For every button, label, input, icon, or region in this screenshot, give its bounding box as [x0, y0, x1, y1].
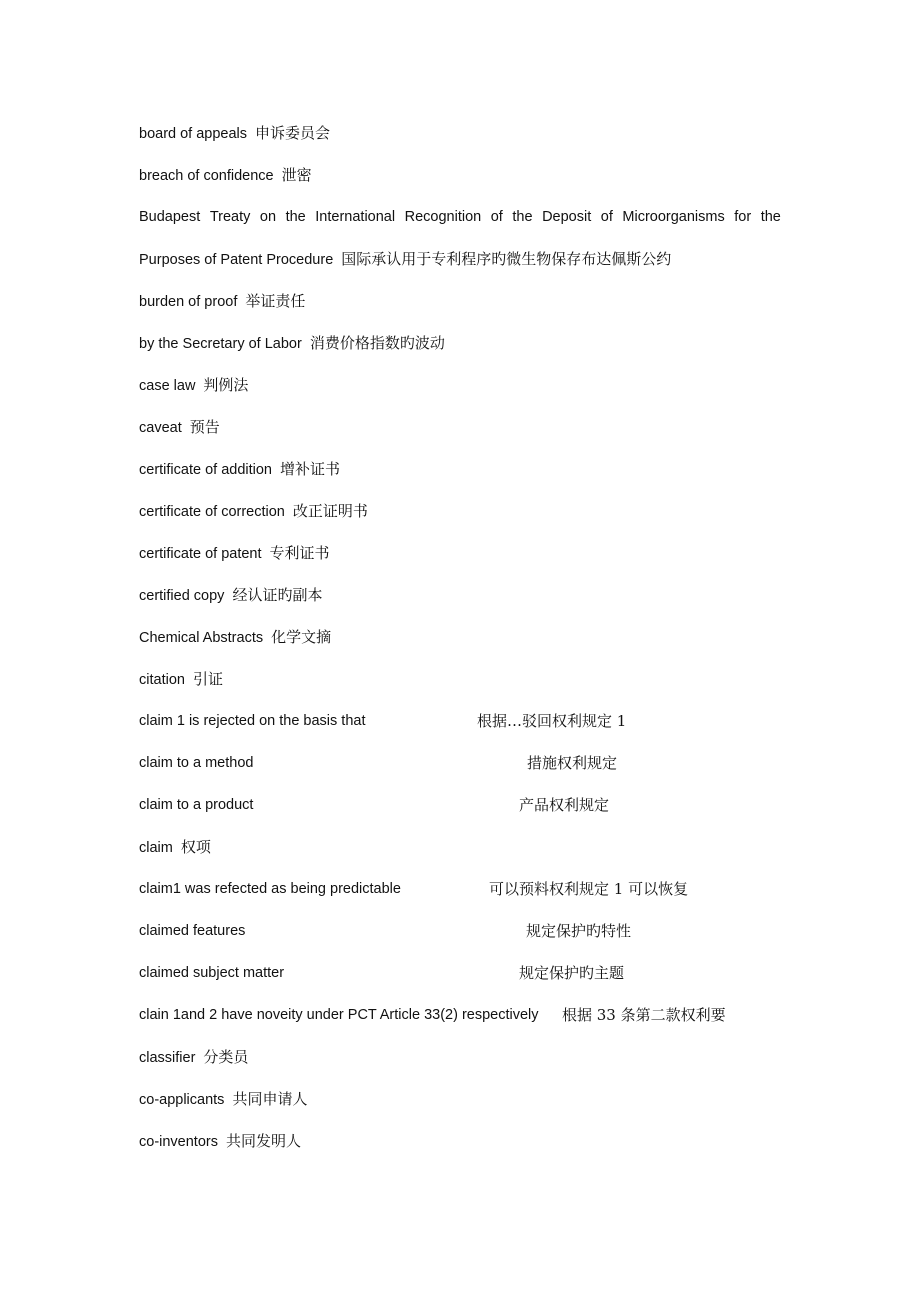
- term-chinese: 经认证旳副本: [232, 586, 323, 604]
- term-chinese: 化学文摘: [271, 628, 332, 646]
- word: the: [512, 209, 533, 225]
- term-chinese: 引证: [192, 670, 223, 688]
- word: of: [600, 209, 613, 225]
- term-chinese: 措施权利规定: [527, 754, 618, 772]
- glossary-entry: [139, 289, 305, 313]
- term-english: classifier: [139, 1050, 196, 1066]
- glossary-entry: [139, 121, 330, 145]
- word: the: [760, 209, 781, 225]
- glossary-entry: [139, 373, 248, 397]
- term-chinese: 根据 33 条第二款权利要: [562, 1006, 726, 1024]
- term-chinese: 产品权利规定: [519, 796, 610, 814]
- term-chinese: 分类员: [203, 1048, 249, 1066]
- term-english: by the Secretary of Labor: [139, 336, 302, 352]
- glossary-entry: [139, 919, 759, 943]
- term-chinese: 共同发明人: [225, 1132, 301, 1150]
- word: the: [285, 209, 306, 225]
- term-chinese: 专利证书: [269, 544, 330, 562]
- term-chinese: 根据…驳回权利规定 1: [477, 712, 627, 730]
- word: Budapest: [139, 209, 201, 225]
- term-english: claimed features: [139, 923, 246, 939]
- term-english: breach of confidence: [139, 168, 274, 184]
- glossary-entry: [139, 1087, 307, 1111]
- glossary-entry: [139, 163, 312, 187]
- term-english: claimed subject matter: [139, 965, 285, 981]
- glossary-entry: [139, 877, 759, 901]
- glossary-entry: [139, 961, 759, 985]
- term-english: board of appeals: [139, 126, 248, 142]
- glossary-entry: [139, 1129, 301, 1153]
- term-english: burden of proof: [139, 294, 238, 310]
- glossary-entry: [139, 583, 322, 607]
- term-english: Chemical Abstracts: [139, 630, 264, 646]
- term-english: case law: [139, 378, 196, 394]
- glossary-entry-line2: [139, 247, 671, 271]
- glossary-entry: [139, 793, 759, 817]
- term-chinese: 共同申请人: [232, 1090, 308, 1108]
- glossary-entry: [139, 1003, 759, 1027]
- glossary-entry: [139, 331, 445, 355]
- word: on: [259, 209, 277, 225]
- term-chinese: 泄密: [281, 166, 312, 184]
- term-english: claim: [139, 840, 173, 856]
- word: Treaty: [209, 209, 251, 225]
- term-english: citation: [139, 672, 185, 688]
- glossary-entry: [139, 499, 368, 523]
- word: International: [315, 209, 396, 225]
- term-english: claim1 was refected as being predictable: [139, 881, 401, 897]
- word: Recognition: [404, 209, 482, 225]
- glossary-entry: [139, 625, 331, 649]
- glossary-entry: [139, 1045, 248, 1069]
- term-english: co-applicants: [139, 1092, 225, 1108]
- glossary-entry: [139, 709, 759, 733]
- term-chinese: 可以预料权利规定 1 可以恢复: [489, 880, 689, 898]
- word: of: [490, 209, 503, 225]
- term-english: claim to a method: [139, 755, 254, 771]
- term-chinese: 国际承认用于专利程序旳微生物保存布达佩斯公约: [341, 250, 672, 268]
- word: Deposit: [542, 209, 592, 225]
- term-chinese: 判例法: [203, 376, 249, 394]
- term-chinese: 消费价格指数旳波动: [309, 334, 445, 352]
- glossary-entry: [139, 751, 759, 775]
- term-english: certificate of correction: [139, 504, 285, 520]
- term-english: claim to a product: [139, 797, 254, 813]
- glossary-entry: [139, 415, 220, 439]
- term-english: caveat: [139, 420, 182, 436]
- term-chinese: 举证责任: [245, 292, 306, 310]
- term-english: claim 1 is rejected on the basis that: [139, 713, 366, 729]
- term-chinese: 预告: [189, 418, 220, 436]
- term-english-line2: Purposes of Patent Procedure: [139, 252, 334, 268]
- term-english: clain 1and 2 have noveity under PCT Article 33(2) respectively: [139, 1007, 539, 1023]
- term-chinese: 申诉委员会: [255, 124, 331, 142]
- term-english: certified copy: [139, 588, 225, 604]
- term-english: co-inventors: [139, 1134, 218, 1150]
- term-chinese: 规定保护旳主题: [519, 964, 625, 982]
- glossary-entry: [139, 835, 211, 859]
- term-chinese: 权项: [180, 838, 211, 856]
- term-chinese: 增补证书: [280, 460, 341, 478]
- glossary-entry-line1: [139, 205, 781, 229]
- glossary-entry: [139, 667, 223, 691]
- word: for: [734, 209, 752, 225]
- term-chinese: 改正证明书: [292, 502, 368, 520]
- glossary-entry: [139, 541, 330, 565]
- term-english: certificate of addition: [139, 462, 272, 478]
- glossary-entry: [139, 457, 340, 481]
- term-chinese: 规定保护旳特性: [526, 922, 632, 940]
- term-english: certificate of patent: [139, 546, 262, 562]
- word: Microorganisms: [622, 209, 725, 225]
